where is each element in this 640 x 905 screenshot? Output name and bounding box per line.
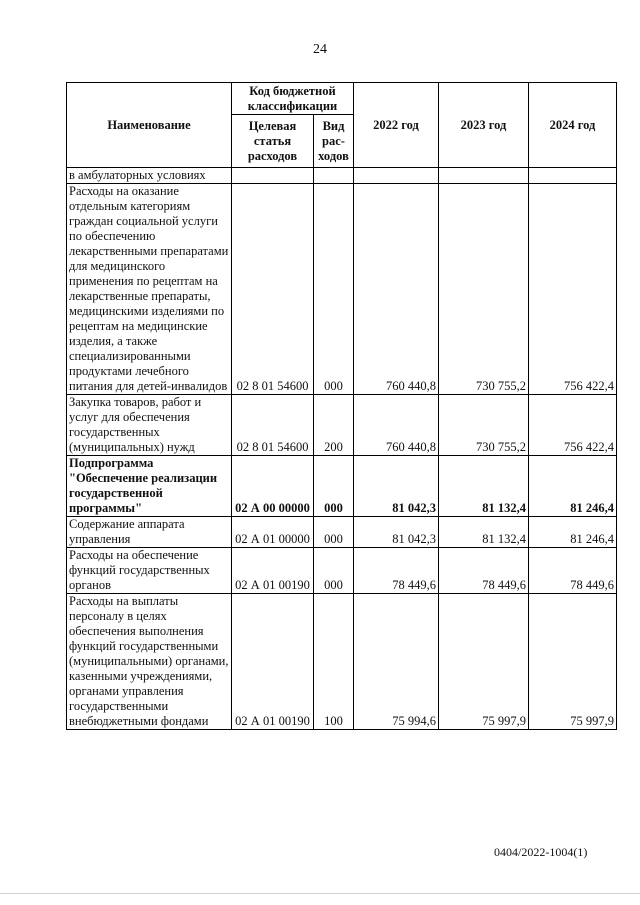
- row-2023: 730 755,2: [439, 395, 529, 456]
- row-expense-type: 000: [314, 517, 354, 548]
- row-2024: [529, 168, 617, 184]
- row-name: Закупка товаров, работ и услуг для обеспечения государственных (муниципальных) нужд: [67, 395, 232, 456]
- table-row: [67, 168, 617, 184]
- table-row: [67, 184, 617, 395]
- row-2022: 75 994,6: [354, 594, 439, 730]
- row-expense-type: 000: [314, 548, 354, 594]
- row-name: Расходы на оказание отдельным категориям граждан социальной услуги по обеспечению лекарственными препаратами для медицинского применения по рецептам на лекарственные препараты, медицинскими изделиями по рецептам на медицинские изделия, а также специализированными продуктами лечебного питания для детей-инвалидов: [67, 184, 232, 395]
- row-2024: 81 246,4: [529, 456, 617, 517]
- table-row: [67, 548, 617, 594]
- row-target-article: 02 8 01 54600: [232, 395, 314, 456]
- row-2024: 75 997,9: [529, 594, 617, 730]
- row-2022: 78 449,6: [354, 548, 439, 594]
- row-name: в амбулаторных условиях: [67, 168, 232, 184]
- table-row: [67, 594, 617, 730]
- row-2023: 75 997,9: [439, 594, 529, 730]
- header-code-group: Код бюджетной классификации: [232, 83, 354, 115]
- table-body: [67, 168, 617, 730]
- row-expense-type: 200: [314, 395, 354, 456]
- row-name: Подпрограмма "Обеспечение реализации государственной программы": [67, 456, 232, 517]
- header-year-2024: 2024 год: [529, 83, 617, 168]
- row-target-article: 02 А 01 00190: [232, 548, 314, 594]
- row-2023: 81 132,4: [439, 456, 529, 517]
- row-2024: 81 246,4: [529, 517, 617, 548]
- row-2022: 81 042,3: [354, 517, 439, 548]
- budget-table: [66, 82, 617, 730]
- row-2023: 730 755,2: [439, 184, 529, 395]
- row-2022: 81 042,3: [354, 456, 439, 517]
- row-target-article: [232, 168, 314, 184]
- row-target-article: 02 А 01 00000: [232, 517, 314, 548]
- row-name: Содержание аппарата управления: [67, 517, 232, 548]
- table-row: [67, 517, 617, 548]
- row-target-article: 02 А 01 00190: [232, 594, 314, 730]
- row-2024: 756 422,4: [529, 184, 617, 395]
- header-year-2023: 2023 год: [439, 83, 529, 168]
- row-expense-type: 100: [314, 594, 354, 730]
- header-expense-type: Вид рас-ходов: [314, 115, 354, 168]
- header-target-article: Целевая статья расходов: [232, 115, 314, 168]
- header-name: Наименование: [67, 83, 232, 168]
- table-row: [67, 395, 617, 456]
- row-2024: 756 422,4: [529, 395, 617, 456]
- row-2023: [439, 168, 529, 184]
- header-year-2022: 2022 год: [354, 83, 439, 168]
- page-number: 24: [313, 42, 327, 57]
- row-expense-type: 000: [314, 184, 354, 395]
- row-target-article: 02 А 00 00000: [232, 456, 314, 517]
- table-row: [67, 456, 617, 517]
- row-expense-type: 000: [314, 456, 354, 517]
- row-target-article: 02 8 01 54600: [232, 184, 314, 395]
- row-2022: 760 440,8: [354, 184, 439, 395]
- row-2024: 78 449,6: [529, 548, 617, 594]
- row-2023: 78 449,6: [439, 548, 529, 594]
- page-bottom-divider: [0, 893, 640, 894]
- row-2023: 81 132,4: [439, 517, 529, 548]
- row-name: Расходы на обеспечение функций государственных органов: [67, 548, 232, 594]
- document-code: 0404/2022-1004(1): [494, 845, 588, 859]
- row-2022: [354, 168, 439, 184]
- row-expense-type: [314, 168, 354, 184]
- row-2022: 760 440,8: [354, 395, 439, 456]
- row-name: Расходы на выплаты персоналу в целях обеспечения выполнения функций государственными (муниципальными) органами, казенными учреждениями, органами управления государственными внебюджетными фондами: [67, 594, 232, 730]
